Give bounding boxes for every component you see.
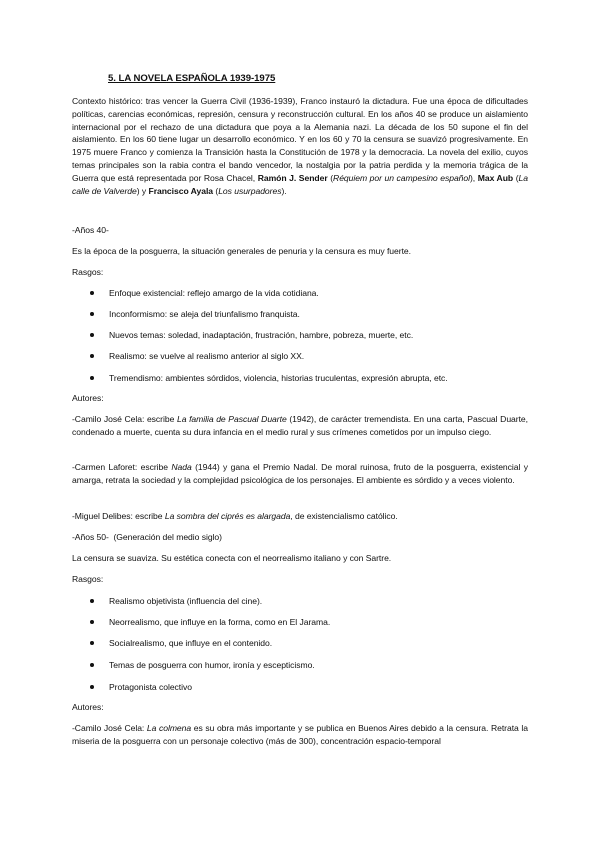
work-title: La colmena — [146, 723, 192, 733]
author-ayala: Francisco Ayala — [148, 185, 214, 196]
author-description: (1944) y gana el Premio Nadal. De moral ruinosa, fruto de la posguerra, existencial y amarga, retrata la sociedad y la complejidad psicológica de los personajes. El ambiente es sórdido y a veces violento. — [72, 462, 528, 485]
author-cela-40-paragraph — [72, 413, 528, 439]
punct: ( — [327, 172, 334, 183]
author-description: es su obra más importante y se publica en Buenos Aires debido a la censura. Retrata la miseria de la posguerra con un personaje colectivo (más de 300), concentración espacio-temporal — [72, 723, 528, 746]
bullet-icon — [90, 663, 94, 667]
section-50-traits-label: Rasgos: — [72, 574, 104, 584]
list-item-text: Socialrealismo, que influye en el contenido. — [109, 638, 273, 648]
author-delibes-paragraph — [72, 510, 528, 522]
punct: ( — [513, 172, 519, 183]
list-item-text: Neorrealismo, que influye en la forma, como en El Jarama. — [109, 617, 331, 627]
context-label: Contexto histórico: — [72, 96, 143, 106]
context-paragraph — [72, 95, 528, 197]
punct: ( — [213, 185, 219, 196]
section-50-intro: La censura se suaviza. Su estética conecta con el neorrealismo italiano y con Sartre. — [72, 553, 392, 563]
work-title: La sombra del ciprés es alargada — [164, 511, 291, 521]
bullet-icon — [90, 620, 94, 624]
bullet-icon — [90, 599, 94, 603]
bullet-icon — [90, 354, 94, 358]
punct: ). — [281, 185, 287, 196]
work-usurpadores: Los usurpadores — [218, 185, 282, 196]
author-sender: Ramón J. Sender — [257, 172, 328, 183]
punct: ) y — [136, 185, 149, 196]
section-50-authors-label: Autores: — [72, 702, 104, 712]
author-lead: -Carmen Laforet: escribe — [72, 462, 172, 472]
author-description: (1942), de carácter tremendista. En una carta, Pascual Duarte, condenado a muerte, cuenta su dura infancia en el medio rural y sus crímenes cometidos por un impulso ciego. — [72, 414, 528, 437]
work-title: Nada — [171, 462, 192, 472]
bullet-icon — [90, 312, 94, 316]
section-40-heading: -Años 40- — [72, 225, 109, 235]
section-40-authors-label: Autores: — [72, 393, 104, 403]
author-cela-50-paragraph — [72, 722, 528, 748]
author-laforet-paragraph — [72, 461, 528, 487]
section-40-intro: Es la época de la posguerra, la situación generales de penuria y la censura es muy fuerte. — [72, 246, 411, 256]
bullet-icon — [90, 376, 94, 380]
list-item-text: Realismo objetivista (influencia del cine). — [109, 596, 263, 606]
punct: ), — [470, 172, 478, 183]
bullet-icon — [90, 333, 94, 337]
work-requiem: Réquiem por un campesino español — [333, 172, 470, 183]
bullet-icon — [90, 641, 94, 645]
list-item-text: Nuevos temas: soledad, inadaptación, frustración, hambre, pobreza, muerte, etc. — [109, 330, 414, 340]
author-lead: -Camilo José Cela: — [72, 723, 147, 733]
list-item-text: Tremendismo: ambientes sórdidos, violencia, historias truculentas, expresión abrupta, etc. — [109, 373, 448, 383]
list-item-text: Enfoque existencial: reflejo amargo de la vida cotidiana. — [109, 288, 319, 298]
author-description: , de existencialismo católico. — [290, 511, 398, 521]
section-40-traits-label: Rasgos: — [72, 267, 104, 277]
list-item-text: Temas de posguerra con humor, ironía y escepticismo. — [109, 660, 315, 670]
bullet-icon — [90, 685, 94, 689]
list-item-text: Protagonista colectivo — [109, 682, 192, 692]
section-50-heading: -Años 50- (Generación del medio siglo) — [72, 532, 222, 542]
work-valverde: La calle de Valverde — [72, 172, 528, 196]
author-aub: Max Aub — [477, 172, 514, 183]
context-text: tras vencer la Guerra Civil (1936-1939), Franco instauró la dictadura. Fue una época de dificultades políticas, carencias económicas, represión, censura y reconstrucción cultural. En los años 40 se produce un aislamiento internacional por el rechazo de una dictadura que poya a la Alemania nazi. La década de los 50 supone el fin del aislamiento. En los 60 tiene lugar un desarrollo económico. Y en los 60 y 70 la censura se suavizó progresivamente. En 1975 muere Franco y comienza la Transición hasta la Constitución de 1978 y la democracia. La novela del exilio, cuyos temas principales son la rabia contra el bando vencedor, la nostalgia por la patria perdida y la memoria trágica de la Guerra que está representada por Rosa Chacel, — [72, 96, 528, 183]
author-lead: -Miguel Delibes: escribe — [72, 511, 165, 521]
bullet-icon — [90, 291, 94, 295]
list-item-text: Inconformismo: se aleja del triunfalismo franquista. — [109, 309, 300, 319]
list-item-text: Realismo: se vuelve al realismo anterior al siglo XX. — [109, 351, 305, 361]
author-lead: -Camilo José Cela: escribe — [72, 414, 177, 424]
document-title: 5. LA NOVELA ESPAÑOLA 1939-1975 — [108, 73, 276, 84]
work-title: La familia de Pascual Duarte — [176, 414, 287, 424]
